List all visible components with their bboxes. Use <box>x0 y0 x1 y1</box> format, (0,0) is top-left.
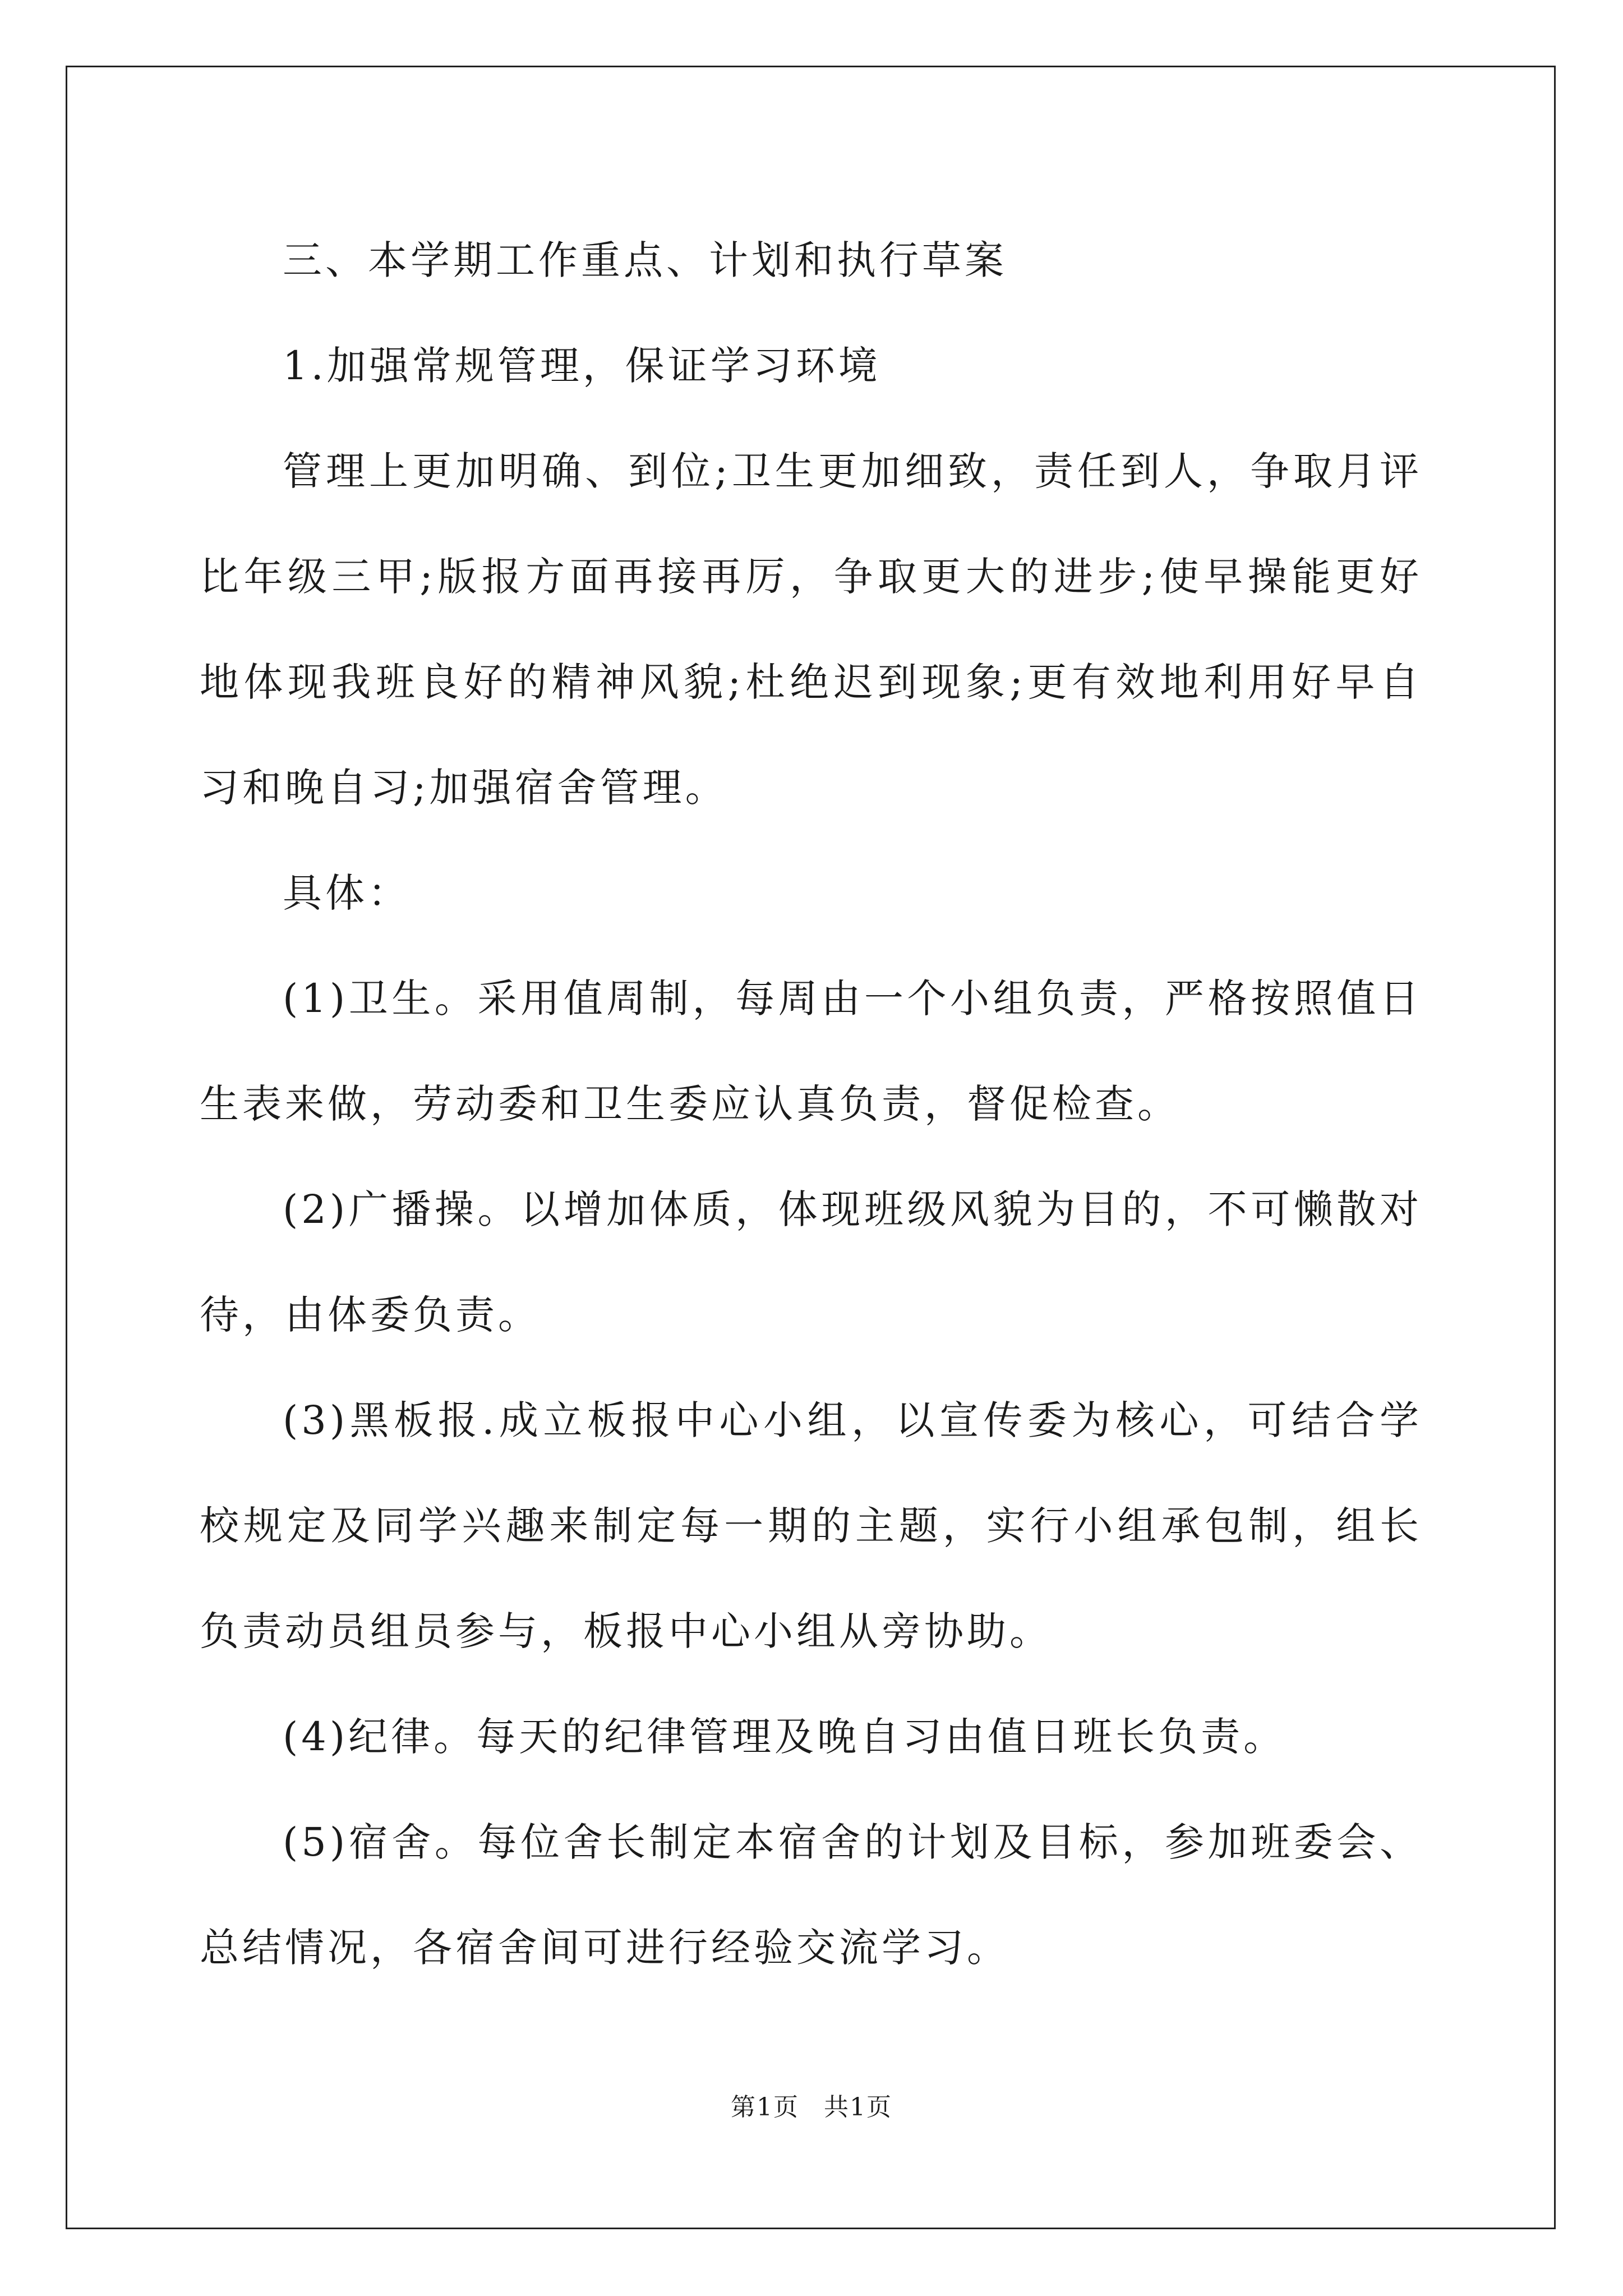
list-item: (3)黑板报.成立板报中心小组，以宣传委为核心，可结合学校规定及同学兴趣来制定每一期的主题，实行小组承包制，组长负责动员组员参与，板报中心小组从旁协助。 <box>200 1397 1422 1654</box>
subsection-heading: 1.加强常规管理，保证学习环境 <box>283 343 881 389</box>
page-number: 第1页 <box>731 2093 799 2122</box>
list-item: (5)宿舍。每位舍长制定本宿舍的计划及目标，参加班委会、总结情况，各宿舍间可进行经验交流学习。 <box>200 1819 1422 1971</box>
body-paragraph: 具体： <box>283 870 411 916</box>
list-item: (2)广播操。以增加体质，体现班级风貌为目的，不可懒散对待，由体委负责。 <box>200 1186 1422 1338</box>
page-total: 共1页 <box>824 2093 892 2122</box>
body-paragraph: 管理上更加明确、到位;卫生更加细致，责任到人，争取月评比年级三甲;版报方面再接再厉，争取更大的进步;使早操能更好地体现我班良好的精神风貌;杜绝迟到现象;更有效地利用好早自习和晚自习;加强宿舍管理。 <box>200 448 1422 811</box>
section-heading: 三、本学期工作重点、计划和执行草案 <box>283 237 1007 283</box>
document-body <box>200 208 1422 2000</box>
list-item: (4)纪律。每天的纪律管理及晚自习由值日班长负责。 <box>283 1714 1287 1760</box>
list-item: (1)卫生。采用值周制，每周由一个小组负责，严格按照值日生表来做，劳动委和卫生委应认真负责，督促检查。 <box>200 976 1422 1127</box>
page-footer <box>0 2087 1623 2123</box>
